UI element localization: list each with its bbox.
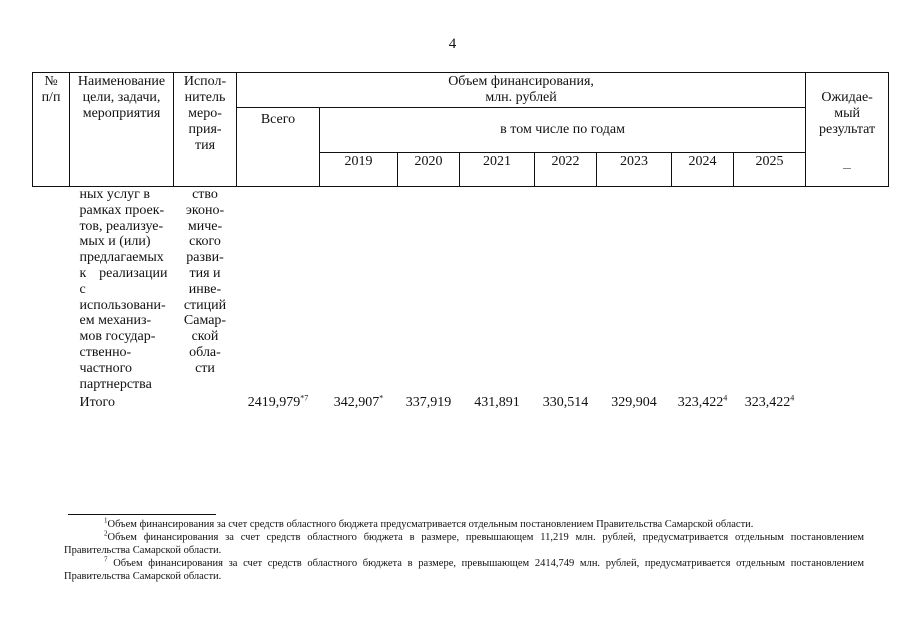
header-result	[806, 73, 889, 187]
footnote-text: Объем финансирования за счет средств областного бюджета предусматривается отдельным постановлением Правительства Самарской области.	[107, 519, 754, 530]
header-year: 2020	[398, 153, 460, 187]
value-text: 2419,979	[247, 395, 301, 410]
note-mark: 4	[790, 393, 795, 403]
value-text: 329,904	[611, 395, 657, 410]
value-text: 431,891	[474, 395, 520, 410]
year-value	[734, 395, 806, 411]
table-row	[33, 187, 889, 396]
note-mark: *	[379, 393, 384, 403]
cell-executor	[174, 395, 237, 411]
footnote-text: Объем финансирования за счет средств областного бюджета в размере, превышающем 2414,749 млн. рублей, предусматривается отдельным постановлением Правительства Самарской области.	[64, 558, 864, 582]
year-value	[460, 395, 535, 411]
footnote-mark: 1	[104, 516, 108, 525]
header-year: 2019	[320, 153, 398, 187]
value-text: 330,514	[542, 395, 589, 410]
header-year: 2022	[535, 153, 597, 187]
header-by-years: в том числе по годам	[320, 108, 806, 153]
footnote-mark: 2	[104, 529, 108, 538]
footnote-mark: 7	[104, 555, 108, 564]
financing-table	[32, 72, 889, 411]
header-year: 2023	[597, 153, 672, 187]
header-total: Всего	[237, 108, 320, 187]
year-value	[535, 395, 597, 411]
page-number: 4	[448, 36, 457, 52]
header-result-dash	[843, 168, 851, 169]
note-mark: 4	[723, 393, 728, 403]
header-funding: Объем финансирования, млн. рублей	[237, 73, 806, 108]
value-text: 342,907	[333, 395, 380, 410]
note-mark: *7	[300, 393, 309, 403]
table-row-total	[33, 395, 889, 411]
footnote	[64, 531, 864, 557]
value-text: 323,422	[744, 395, 791, 410]
cell-num	[33, 395, 70, 411]
cell-name: ных услуг в рамках проек- тов, реализуе- мых и (или) предлагаемых к реализации с использовани- ем механиз- мов государ- ственно- частного партнерства	[79, 187, 168, 392]
footnote-text: Объем финансирования за счет средств областного бюджета в размере, превышающем 11,219 млн. рублей, предусматривается отдельным постановлением Правительства Самарской области.	[64, 532, 864, 556]
footnote	[64, 557, 864, 583]
total-label: Итого	[79, 395, 115, 410]
header-result-text: Ожидае- мый результат	[819, 90, 876, 137]
header-year: 2024	[672, 153, 734, 187]
header-num: № п/п	[33, 73, 70, 187]
header-year: 2025	[734, 153, 806, 187]
total-value	[237, 395, 320, 411]
value-text: 323,422	[677, 395, 724, 410]
header-executor: Испол- нитель меро- прия- тия	[174, 73, 237, 187]
year-value	[398, 395, 460, 411]
footnote	[64, 518, 864, 531]
header-name: Наименование цели, задачи, мероприятия	[70, 73, 174, 187]
year-value	[597, 395, 672, 411]
footnote-rule	[68, 514, 216, 515]
footnotes	[64, 518, 864, 583]
cell-executor: ство эконо- миче- ского разви- тия и инве- стиций Самар- ской обла- сти	[183, 187, 227, 376]
year-value	[320, 395, 398, 411]
year-value	[672, 395, 734, 411]
value-text: 337,919	[405, 395, 452, 410]
cell-num	[33, 187, 70, 396]
cell-result	[806, 395, 889, 411]
header-year: 2021	[460, 153, 535, 187]
